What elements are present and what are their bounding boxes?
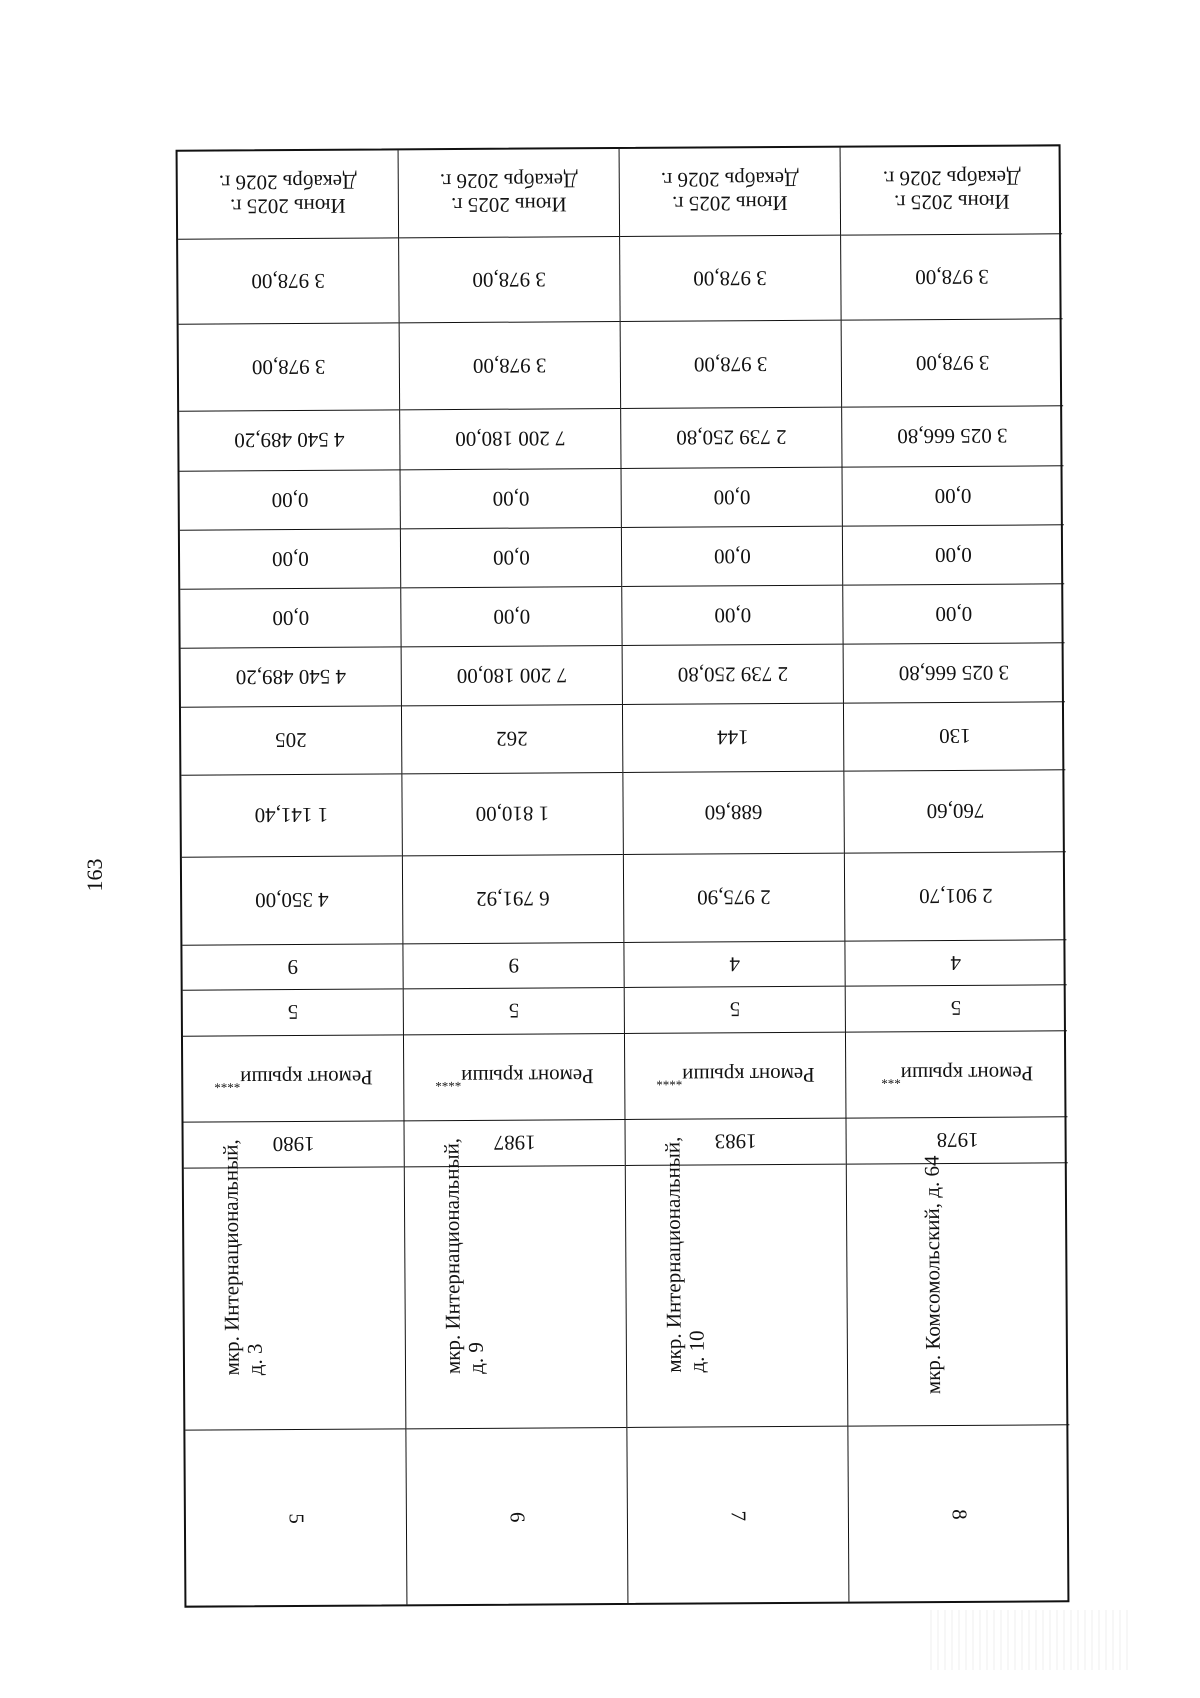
col5-cell: 5 <box>625 987 845 1034</box>
fund-3-cell: 0,00 <box>843 466 1064 526</box>
table-row <box>841 146 1071 1601</box>
total-cost-cell: 4 540 489,20 <box>181 647 401 707</box>
period-start: Июнь 2025 г. <box>230 194 346 220</box>
unit-cost-cell: 3 978,00 <box>400 322 621 410</box>
address-line: д. 3 <box>242 1343 267 1376</box>
page-number: 163 <box>82 858 107 892</box>
col6-cell: 4 <box>845 940 1066 986</box>
total-cost-cell: 3 025 666,80 <box>844 643 1065 703</box>
fund-3-cell: 0,00 <box>401 469 621 529</box>
fund-1-cell: 0,00 <box>180 588 400 648</box>
area-cell: 2 975,90 <box>624 854 845 943</box>
fund-1-cell: 0,00 <box>843 584 1064 644</box>
fund-1-cell: 0,00 <box>401 587 621 647</box>
residents-cell: 205 <box>181 706 401 775</box>
address-cell <box>847 1155 1070 1426</box>
work-type-cell: Ремонт крыши*** <box>846 1031 1068 1118</box>
period-start: Июнь 2025 г. <box>451 192 567 218</box>
area-cell: 4 350,00 <box>182 856 403 945</box>
col5-cell: 5 <box>404 988 624 1035</box>
work-type-cell: Ремонт крыши**** <box>625 1033 846 1120</box>
total-cost-cell: 7 200 180,00 <box>402 646 622 706</box>
area2-cell: 1 141,40 <box>181 774 401 857</box>
total-cost-cell: 2 739 250,80 <box>623 645 843 705</box>
col6-cell: 9 <box>403 943 623 989</box>
col5-cell: 5 <box>183 989 403 1036</box>
year-cell: 1980 <box>183 1121 403 1168</box>
unit-cost-cell: 3 978,00 <box>179 323 400 411</box>
period-cell <box>620 148 841 237</box>
repair-schedule-table <box>176 144 1070 1607</box>
period-start: Июнь 2025 г. <box>671 191 788 217</box>
fund-2-cell: 0,00 <box>180 529 400 589</box>
period-end: Декабрь 2026 г. <box>218 170 357 195</box>
max-unit-cost-cell: 3 978,00 <box>399 237 620 323</box>
col6-cell: 4 <box>624 942 844 988</box>
area2-cell: 1 810,00 <box>402 773 622 856</box>
row-number-cell: 8 <box>947 1509 972 1520</box>
year-cell: 1978 <box>846 1117 1067 1164</box>
max-unit-cost-cell: 3 978,00 <box>620 236 841 322</box>
area-cell: 2 901,70 <box>845 852 1067 941</box>
col5-cell: 5 <box>846 985 1067 1032</box>
address-line: мкр. Комсомольский, д. 64 <box>919 1155 945 1395</box>
fund-2-cell: 0,00 <box>843 525 1064 585</box>
unit-cost-cell: 3 978,00 <box>842 319 1064 407</box>
scan-artifact <box>930 1610 1130 1670</box>
table-row <box>399 149 629 1604</box>
owners-funds-cell: 7 200 180,00 <box>400 409 620 470</box>
area-cell: 6 791,92 <box>403 855 624 944</box>
address-line: мкр. Интернациональный, <box>218 1139 244 1376</box>
row-number-cell: 5 <box>284 1513 309 1524</box>
address-line: д. 10 <box>684 1330 709 1373</box>
area2-cell: 688,60 <box>623 772 843 855</box>
max-unit-cost-cell: 3 978,00 <box>841 234 1063 320</box>
period-end: Декабрь 2026 г. <box>439 168 578 194</box>
fund-3-cell: 0,00 <box>622 468 842 528</box>
owners-funds-cell: 4 540 489,20 <box>179 410 399 471</box>
period-cell <box>841 146 1063 235</box>
owners-funds-cell: 2 739 250,80 <box>621 408 841 469</box>
residents-cell: 262 <box>402 705 622 774</box>
address-line: д. 9 <box>463 1341 488 1374</box>
fund-1-cell: 0,00 <box>622 586 842 646</box>
address-line: мкр. Интернациональный, <box>439 1137 465 1374</box>
unit-cost-cell: 3 978,00 <box>621 321 842 409</box>
area2-cell: 760,60 <box>844 770 1065 853</box>
period-end: Декабрь 2026 г. <box>882 166 1021 191</box>
period-start: Июнь 2025 г. <box>893 190 1010 215</box>
fund-2-cell: 0,00 <box>622 527 842 587</box>
year-cell: 1987 <box>404 1120 624 1167</box>
row-number-cell: 6 <box>505 1511 530 1523</box>
table-row <box>620 148 850 1603</box>
work-type-cell: Ремонт крыши**** <box>183 1035 404 1122</box>
fund-2-cell: 0,00 <box>401 528 621 588</box>
table-row <box>178 150 408 1605</box>
owners-funds-cell: 3 025 666,80 <box>842 406 1063 467</box>
period-end: Декабрь 2026 г. <box>660 167 799 193</box>
row-number-cell: 7 <box>726 1510 751 1522</box>
fund-3-cell: 0,00 <box>180 470 400 530</box>
residents-cell: 144 <box>623 704 843 773</box>
address-line: мкр. Интернациональный, <box>660 1136 686 1373</box>
year-cell: 1983 <box>625 1119 845 1166</box>
residents-cell: 130 <box>844 702 1065 771</box>
col6-cell: 9 <box>182 944 402 990</box>
period-cell <box>178 150 399 239</box>
period-cell <box>399 149 620 238</box>
work-type-cell: Ремонт крыши**** <box>404 1034 625 1121</box>
max-unit-cost-cell: 3 978,00 <box>178 238 399 324</box>
